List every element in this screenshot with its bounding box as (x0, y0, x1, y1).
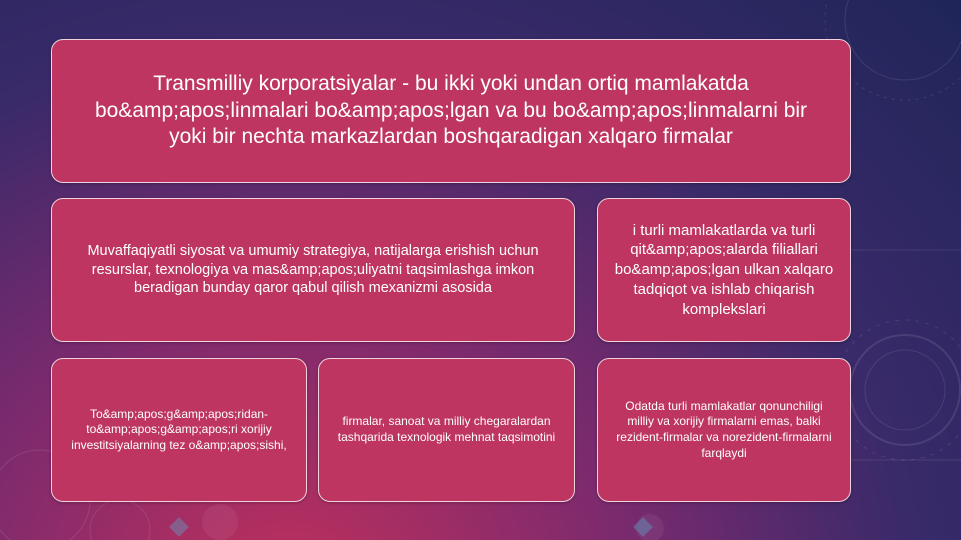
info-box-bottom-3-text: Odatda turli mamlakatlar qonunchiligi milliy va xorijiy firmalarni emas, balki rezident-firmalar va norezident-firmalarni farqlaydi (616, 398, 832, 460)
info-box-bottom-2 (318, 358, 575, 502)
info-box-mid-right (597, 198, 851, 342)
title-box (51, 39, 851, 183)
info-box-bottom-1 (51, 358, 307, 502)
title-box-text: Transmilliy korporatsiyalar - bu ikki yoki undan ortiq mamlakatda bo&amp;apos;linmalari bo&amp;apos;lgan va bu bo&amp;apos;linmalarni bir yoki bir nechta markazlardan boshqaradigan xalqaro firmalar (94, 72, 808, 149)
info-box-mid-left (51, 198, 575, 342)
info-box-bottom-2-text: firmalar, sanoat va milliy chegaralardan tashqarida texnologik mehnat taqsimotini (337, 414, 556, 444)
info-box-mid-right-text: i turli mamlakatlarda va turli qit&amp;apos;alarda filiallari bo&amp;apos;lgan ulkan xalqaro tadqiqot va ishlab chiqarish komplekslari (614, 221, 834, 318)
info-box-mid-left-text: Muvaffaqiyatli siyosat va umumiy strategiya, natijalarga erishish uchun resurslar, texnologiya va mas&amp;apos;uliyatni taqsimlashga imkon beradigan bunday qaror qabul qilish mexanizmi asosida (87, 242, 539, 297)
info-box-bottom-3 (597, 358, 851, 502)
info-box-bottom-1-text: To&amp;apos;g&amp;apos;ridan-to&amp;apos;g&amp;apos;ri xorijiy investitsiyalarning tez o&amp;apos;sishi, (71, 406, 287, 452)
